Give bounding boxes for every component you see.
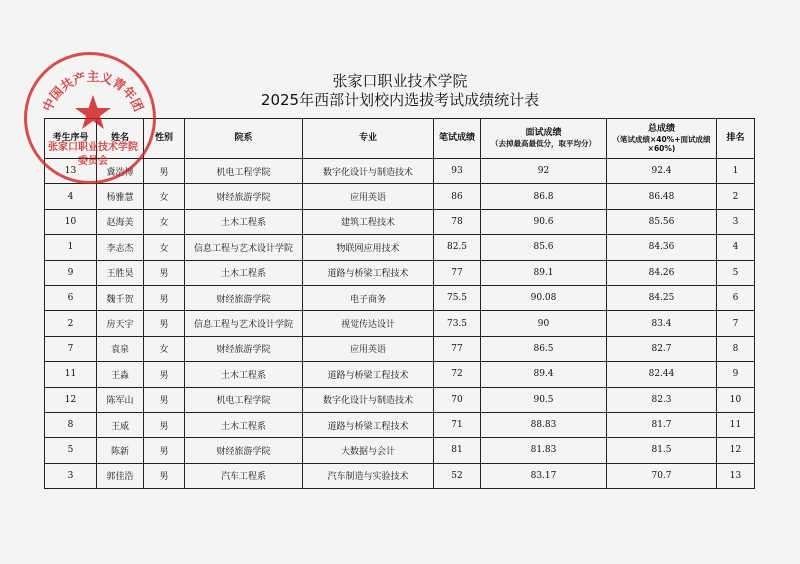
cell-gender: 女 (144, 209, 185, 234)
seal-bottom-text2: 委员会 (78, 156, 108, 167)
table-row (45, 336, 755, 361)
cell-name: 李志杰 (97, 235, 144, 260)
cell-major: 汽车制造与实验技术 (303, 463, 434, 488)
cell-total: 86.48 (607, 184, 717, 209)
table-row (45, 260, 755, 285)
cell-dept: 信息工程与艺术设计学院 (185, 311, 303, 336)
seal-star-icon (75, 95, 111, 129)
cell-interview: 89.4 (481, 362, 607, 387)
cell-total: 81.7 (607, 412, 717, 437)
cell-dept: 土木工程系 (185, 260, 303, 285)
cell-name: 杨雅慧 (97, 184, 144, 209)
cell-gender: 男 (144, 159, 185, 184)
cell-written: 70 (434, 387, 481, 412)
cell-total: 84.25 (607, 285, 717, 310)
seal-graphic (27, 55, 159, 187)
cell-total: 82.44 (607, 362, 717, 387)
header-rank: 排名 (717, 119, 755, 159)
cell-seq: 8 (45, 412, 97, 437)
cell-seq: 11 (45, 362, 97, 387)
cell-major: 建筑工程技术 (303, 209, 434, 234)
cell-rank: 5 (717, 260, 755, 285)
cell-total: 84.36 (607, 235, 717, 260)
cell-major: 道路与桥梁工程技术 (303, 260, 434, 285)
cell-written: 93 (434, 159, 481, 184)
header-gender: 性别 (144, 119, 185, 159)
cell-dept: 财经旅游学院 (185, 184, 303, 209)
cell-dept: 信息工程与艺术设计学院 (185, 235, 303, 260)
table-row (45, 438, 755, 463)
cell-total: 83.4 (607, 311, 717, 336)
cell-written: 82.5 (434, 235, 481, 260)
cell-name: 王威 (97, 412, 144, 437)
document-subtitle: 2025年西部计划校内选拔考试成绩统计表 (260, 91, 540, 109)
cell-seq: 6 (45, 285, 97, 310)
cell-interview: 85.6 (481, 235, 607, 260)
cell-name: 陈军山 (97, 387, 144, 412)
cell-seq: 2 (45, 311, 97, 336)
table-row (45, 387, 755, 412)
table-row (45, 311, 755, 336)
cell-interview: 83.17 (481, 463, 607, 488)
cell-dept: 汽车工程系 (185, 463, 303, 488)
cell-gender: 男 (144, 438, 185, 463)
cell-seq: 3 (45, 463, 97, 488)
header-total-note: （笔试成绩×40%+面试成绩×60%) (612, 134, 711, 154)
cell-interview: 92 (481, 159, 607, 184)
cell-gender: 男 (144, 285, 185, 310)
cell-written: 73.5 (434, 311, 481, 336)
cell-major: 大数据与会计 (303, 438, 434, 463)
cell-gender: 男 (144, 387, 185, 412)
header-dept: 院系 (185, 119, 303, 159)
cell-interview: 90.5 (481, 387, 607, 412)
header-total (607, 119, 717, 159)
cell-interview: 81.83 (481, 438, 607, 463)
cell-gender: 男 (144, 412, 185, 437)
cell-written: 78 (434, 209, 481, 234)
cell-name: 魏千贺 (97, 285, 144, 310)
cell-gender: 女 (144, 235, 185, 260)
cell-gender: 女 (144, 336, 185, 361)
cell-seq: 1 (45, 235, 97, 260)
cell-interview: 88.83 (481, 412, 607, 437)
cell-rank: 2 (717, 184, 755, 209)
document-title: 张家口职业技术学院 (332, 72, 468, 90)
cell-written: 72 (434, 362, 481, 387)
cell-gender: 男 (144, 260, 185, 285)
cell-written: 77 (434, 336, 481, 361)
cell-rank: 6 (717, 285, 755, 310)
cell-name: 冀浩博 (97, 159, 144, 184)
cell-major: 视觉传达设计 (303, 311, 434, 336)
cell-rank: 4 (717, 235, 755, 260)
cell-name: 王淼 (97, 362, 144, 387)
cell-name: 赵海美 (97, 209, 144, 234)
cell-major: 道路与桥梁工程技术 (303, 362, 434, 387)
cell-rank: 13 (717, 463, 755, 488)
header-written: 笔试成绩 (434, 119, 481, 159)
header-interview-label: 面试成绩 (525, 128, 562, 139)
cell-major: 物联网应用技术 (303, 235, 434, 260)
cell-interview: 90 (481, 311, 607, 336)
table-row (45, 285, 755, 310)
cell-dept: 土木工程系 (185, 412, 303, 437)
header-major: 专业 (303, 119, 434, 159)
cell-dept: 财经旅游学院 (185, 336, 303, 361)
header-interview-note: （去掉最高最低分，取平均分） (491, 139, 596, 149)
table-row (45, 412, 755, 437)
cell-dept: 财经旅游学院 (185, 438, 303, 463)
header-seq: 考生序号 (45, 119, 97, 159)
cell-written: 52 (434, 463, 481, 488)
cell-written: 77 (434, 260, 481, 285)
header-interview (481, 119, 607, 159)
red-official-seal (24, 52, 156, 184)
cell-gender: 男 (144, 311, 185, 336)
cell-rank: 10 (717, 387, 755, 412)
cell-rank: 8 (717, 336, 755, 361)
cell-total: 70.7 (607, 463, 717, 488)
cell-major: 道路与桥梁工程技术 (303, 412, 434, 437)
cell-major: 应用英语 (303, 336, 434, 361)
cell-name: 陈新 (97, 438, 144, 463)
cell-interview: 89.1 (481, 260, 607, 285)
cell-rank: 3 (717, 209, 755, 234)
cell-name: 袁泉 (97, 336, 144, 361)
header-name: 姓名 (97, 119, 144, 159)
cell-rank: 11 (717, 412, 755, 437)
cell-dept: 机电工程学院 (185, 387, 303, 412)
cell-written: 81 (434, 438, 481, 463)
cell-major: 数字化设计与制造技术 (303, 159, 434, 184)
seal-arc-text: 中国共产主义青年团 (39, 68, 147, 114)
cell-major: 数字化设计与制造技术 (303, 387, 434, 412)
cell-dept: 土木工程系 (185, 209, 303, 234)
table-row (45, 463, 755, 488)
cell-seq: 9 (45, 260, 97, 285)
table-row (45, 184, 755, 209)
cell-rank: 9 (717, 362, 755, 387)
cell-seq: 5 (45, 438, 97, 463)
table-row (45, 235, 755, 260)
cell-seq: 10 (45, 209, 97, 234)
cell-total: 81.5 (607, 438, 717, 463)
cell-interview: 86.8 (481, 184, 607, 209)
cell-seq: 12 (45, 387, 97, 412)
cell-written: 71 (434, 412, 481, 437)
cell-interview: 90.08 (481, 285, 607, 310)
header-total-label: 总成绩 (647, 123, 675, 134)
table-row (45, 362, 755, 387)
cell-dept: 机电工程学院 (185, 159, 303, 184)
cell-rank: 1 (717, 159, 755, 184)
cell-total: 85.56 (607, 209, 717, 234)
table-row (45, 209, 755, 234)
cell-rank: 7 (717, 311, 755, 336)
cell-major: 电子商务 (303, 285, 434, 310)
cell-written: 86 (434, 184, 481, 209)
cell-interview: 86.5 (481, 336, 607, 361)
cell-seq: 7 (45, 336, 97, 361)
cell-total: 82.7 (607, 336, 717, 361)
cell-seq: 13 (45, 159, 97, 184)
cell-gender: 男 (144, 362, 185, 387)
cell-interview: 90.6 (481, 209, 607, 234)
cell-total: 84.26 (607, 260, 717, 285)
cell-name: 郭佳浩 (97, 463, 144, 488)
cell-total: 92.4 (607, 159, 717, 184)
cell-gender: 女 (144, 184, 185, 209)
cell-written: 75.5 (434, 285, 481, 310)
cell-rank: 12 (717, 438, 755, 463)
cell-total: 82.3 (607, 387, 717, 412)
cell-gender: 男 (144, 463, 185, 488)
cell-dept: 土木工程系 (185, 362, 303, 387)
cell-major: 应用英语 (303, 184, 434, 209)
seal-bottom-text: 张家口职业技术学院 (48, 142, 138, 153)
cell-name: 王胜昊 (97, 260, 144, 285)
cell-dept: 财经旅游学院 (185, 285, 303, 310)
cell-seq: 4 (45, 184, 97, 209)
cell-name: 房天宇 (97, 311, 144, 336)
